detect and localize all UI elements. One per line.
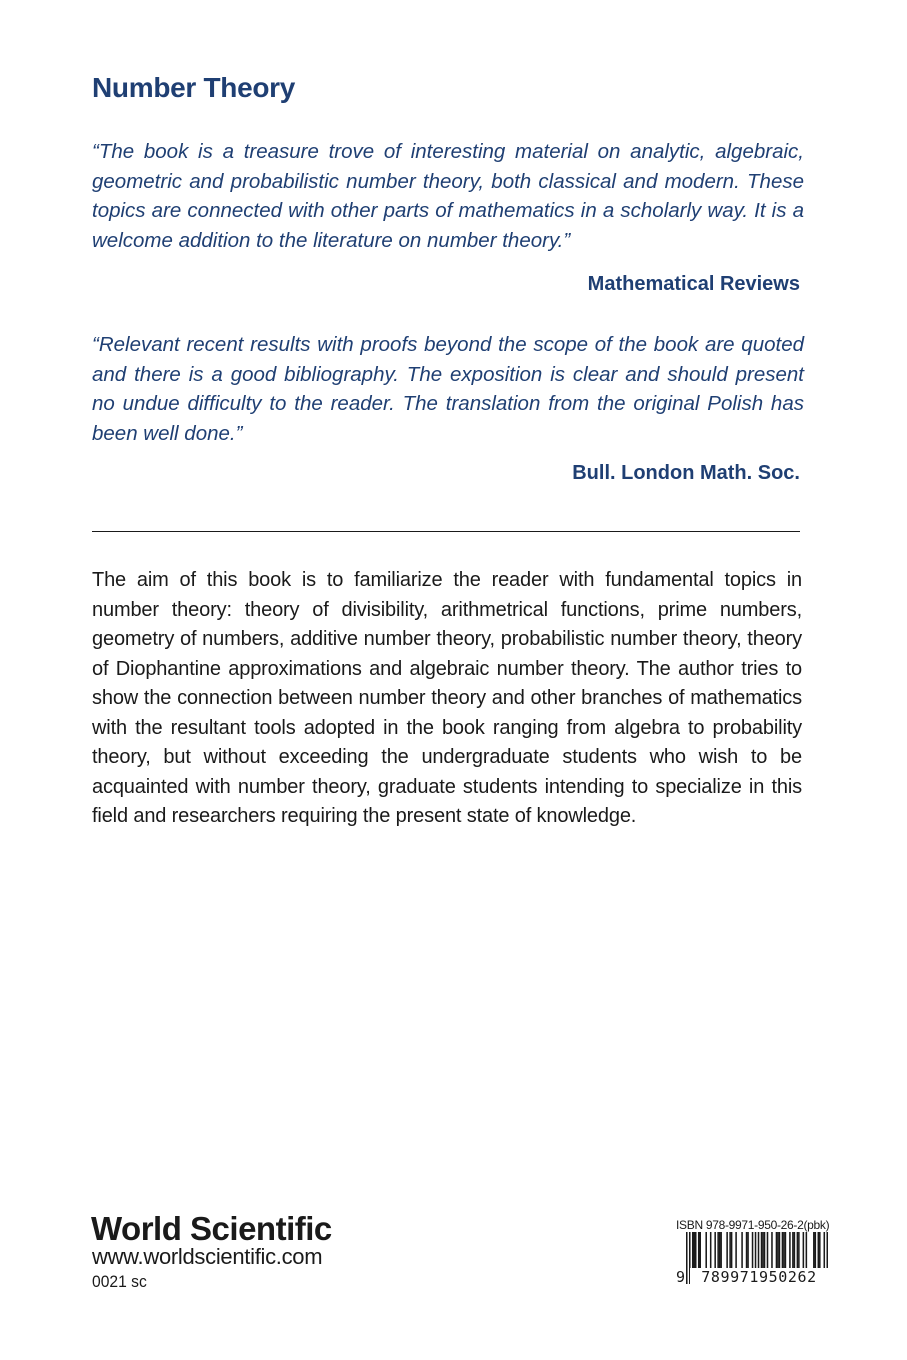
publisher-name: World Scientific: [91, 1210, 332, 1247]
barcode-bar: [714, 1232, 716, 1270]
barcode-bar: [776, 1232, 778, 1270]
barcode-bar: [798, 1232, 800, 1270]
barcode-bar: [693, 1232, 695, 1270]
barcode-bar: [783, 1232, 785, 1270]
barcode-bar: [699, 1232, 701, 1270]
barcode-bar: [735, 1232, 737, 1270]
barcode-digits: 789971950262: [690, 1268, 828, 1286]
barcode-bar: [720, 1232, 722, 1270]
barcode-bar: [782, 1232, 784, 1270]
barcode-bar: [746, 1232, 748, 1270]
barcode-bar: [686, 1232, 688, 1284]
barcode-bar: [726, 1232, 728, 1270]
barcode-bar: [771, 1232, 773, 1270]
barcode-bar: [767, 1232, 769, 1270]
section-divider: [92, 531, 800, 532]
barcode-bar: [815, 1232, 817, 1270]
barcode-bar: [813, 1232, 815, 1270]
review-quote-1: “The book is a treasure trove of interesting material on analytic, algebraic, geometric and probabilistic number theory, both classical and modern. These topics are connected with other parts of mathematics in a scholarly way. It is a welcome addition to the literature on number theory.”: [92, 140, 804, 252]
barcode-bar: [797, 1232, 799, 1270]
review-quote-2: “Relevant recent results with proofs beyond the scope of the book are quoted and there is a good bibliography. The exposition is clear and should present no undue difficulty to the reader. The translation from the original Polish has been well done.”: [92, 333, 804, 445]
barcode-bar: [747, 1232, 749, 1270]
barcode-bar: [779, 1232, 781, 1270]
barcode-bar: [695, 1232, 697, 1270]
barcode-bar: [741, 1232, 743, 1270]
barcode-bar: [705, 1232, 707, 1270]
barcode-bar: [764, 1232, 766, 1270]
barcode-bar: [729, 1232, 731, 1270]
isbn-barcode: [676, 1232, 828, 1290]
product-code: 0021 sc: [92, 1272, 147, 1291]
publisher-website: www.worldscientific.com: [92, 1244, 323, 1269]
barcode-bar: [692, 1232, 694, 1270]
barcode-bar: [719, 1232, 721, 1270]
barcode-bar: [803, 1232, 805, 1270]
barcode-bar: [710, 1232, 712, 1270]
barcode-bar: [806, 1232, 808, 1270]
barcode-bar: [794, 1232, 796, 1270]
barcode-bar: [789, 1232, 791, 1270]
barcode-bar: [731, 1232, 733, 1270]
barcode-bar: [752, 1232, 754, 1270]
book-title: Number Theory: [92, 72, 296, 103]
barcode-bar: [717, 1232, 719, 1270]
barcode-bar: [785, 1232, 787, 1270]
review-source-1: Mathematical Reviews: [587, 273, 800, 295]
barcode-bar: [819, 1232, 821, 1270]
book-description: The aim of this book is to familiarize the reader with fundamental topics in number theory: theory of divisibility, arithmetrical functions, prime numbers, geometry of numbers, additive number theory, probabilistic number theory, theory of Diophantine approximations and algebraic number theory. The author tries to show the connection between number theory and other branches of mathematics with the resultant tools adopted in the book ranging from algebra to probability theory, but without exceeding the undergraduate students who wish to be acquainted with number theory, graduate students intending to specialize in this field and researchers requiring the present state of knowledge.: [92, 569, 802, 827]
barcode-bar: [761, 1232, 763, 1270]
isbn-label: ISBN 978-9971-950-26-2(pbk): [676, 1218, 830, 1232]
barcode-bar: [818, 1232, 820, 1270]
barcode-bar: [792, 1232, 794, 1270]
barcode-bar: [698, 1232, 700, 1270]
barcode-bar: [762, 1232, 764, 1270]
barcode-prefix-digit: 9: [676, 1268, 686, 1286]
review-source-2: Bull. London Math. Soc.: [572, 462, 800, 484]
barcode-bar: [777, 1232, 779, 1270]
